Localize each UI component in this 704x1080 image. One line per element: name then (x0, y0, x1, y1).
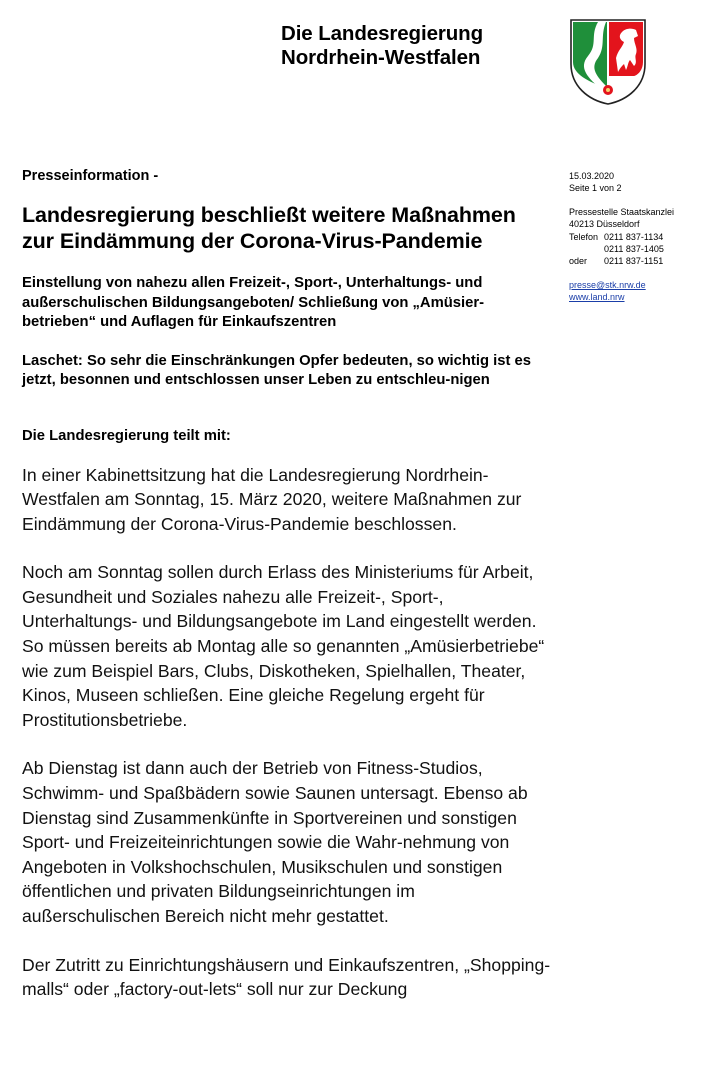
alt-label: oder (569, 256, 588, 267)
phone-number: 0211 837-1134 (604, 231, 664, 242)
page-number: Seite 1 von 2 (569, 183, 622, 194)
contact-sidebar (569, 170, 704, 304)
phone-number: 0211 837-1151 (604, 256, 664, 267)
intro-line: Die Landesregierung teilt mit: (22, 427, 231, 444)
phone-label: Telefon (569, 231, 599, 242)
website-link[interactable]: www.land.nrw (569, 292, 625, 303)
phone-number: 0211 837-1405 (604, 244, 664, 255)
phone-row-1 (569, 231, 704, 243)
paragraph: Der Zutritt zu Einrichtungshäusern und Einkaufszentren, „Shopping-malls“ oder „factory-out-lets“ soll nur zur Deckung (22, 954, 551, 1000)
postal-city: 40213 Düsseldorf (569, 219, 640, 230)
phone-row-2 (569, 243, 704, 255)
paragraph: In einer Kabinettsitzung hat die Landesregierung Nordrhein-Westfalen am Sonntag, 15. März 2020, weitere Maßnahmen zur Eindämmung der Corona-Virus-Pandemie beschlossen. (22, 464, 522, 534)
paragraph: Noch am Sonntag sollen durch Erlass des Ministeriums für Arbeit, Gesundheit und Soziales nahezu alle Freizeit-, Sport-, Unterhaltungs- und Bildungsangebote im Land eingestellt werden. So müssen bereits ab Montag alle so genannten „Amüsierbetriebe“ wie zum Beispiel Bars, Clubs, Diskotheken, Spielhallen, Theater, Kinos, Museen schließen. Eine gleiche Regelung ergeht für Prostitutionsbetriebe. (22, 562, 545, 730)
government-name-line2: Nordrhein-Westfalen (281, 46, 481, 69)
press-release-body (22, 166, 552, 1002)
paragraph: Ab Dienstag ist dann auch der Betrieb von Fitness-Studios, Schwimm- und Spaßbädern sowie Saunen untersagt. Ebenso ab Dienstag sind Zusammenkünfte in Sportvereinen und sonstigen Sport- und Freizeiteinrichtungen sowie die Wahr-nehmung von Angeboten in Volkshochschulen, Musikschulen und sonstigen öffentlichen und privaten Bildungseinrichtungen im außerschulischen Bereich nicht mehr gestattet. (22, 758, 528, 926)
government-name-line1: Die Landesregierung (281, 22, 484, 45)
press-office: Pressestelle Staatskanzlei (569, 206, 675, 217)
rose-icon (603, 85, 613, 95)
pretitle: Presseinformation - (22, 168, 159, 184)
nrw-coat-of-arms-icon (568, 18, 648, 106)
headline: Landesregierung beschließt weitere Maßnahmen zur Eindämmung der Corona-Virus-Pandemie (22, 203, 516, 253)
email-link[interactable]: presse@stk.nrw.de (569, 279, 646, 290)
phone-row-3 (569, 255, 704, 267)
date: 15.03.2020 (569, 171, 615, 181)
subheading: Einstellung von nahezu allen Freizeit-, Sport-, Unterhaltungs- und außerschulischen Bildungsangeboten/ Schließung von „Amüsier-betrieben“ und Auflagen für Einkaufszentren (22, 275, 485, 330)
government-name (281, 22, 483, 70)
quote-subheading: Laschet: So sehr die Einschränkungen Opfer bedeuten, so wichtig ist es jetzt, besonnen und entschlossen unser Leben zu entschleu-nigen (22, 352, 531, 388)
